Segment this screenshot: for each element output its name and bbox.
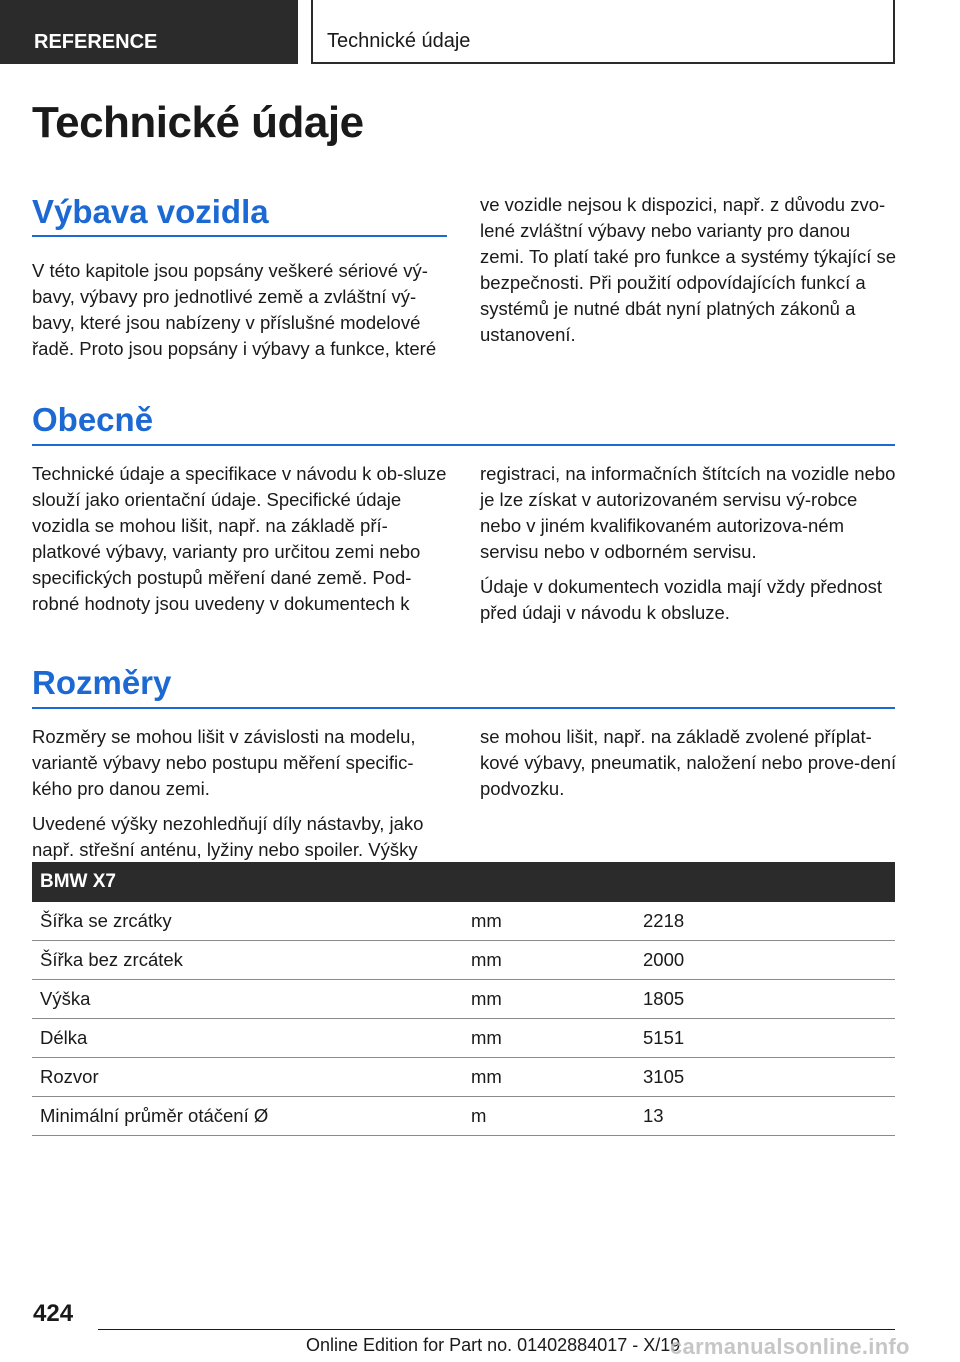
row-unit: m [463,1097,635,1136]
table-row [32,980,895,1019]
section-tab-reference: REFERENCE [0,0,298,64]
section-rule-equipment [32,235,447,237]
row-unit: mm [463,941,635,980]
row-value: 3105 [635,1058,895,1097]
paragraph: registraci, na informačních štítcích na vozidle nebo je lze získat v autorizovaném servisu vý-robce nebo v jiném kvalifikovaném autorizova-ném servisu nebo v odborném servisu. [480,463,896,562]
row-label: Šířka se zrcátky [32,902,463,941]
row-unit: mm [463,1019,635,1058]
equipment-text-left [32,258,452,371]
table-row [32,1097,895,1136]
row-value: 13 [635,1097,895,1136]
footer-divider [98,1329,895,1330]
paragraph: Údaje v dokumentech vozidla mají vždy přednost před údaji v návodu k obsluze. [480,576,883,623]
dimensions-text-right [480,724,898,811]
general-text-left [32,461,452,626]
section-rule-dimensions [32,707,895,709]
paragraph: V této kapitole jsou popsány veškeré sériové vý-bavy, výbavy pro jednotlivé země a zvláštní vý-bavy, které jsou nabízeny v příslušné modelové řadě. Proto jsou popsány i výbavy a funkce, které [32,260,437,359]
row-value: 2218 [635,902,895,941]
row-value: 2000 [635,941,895,980]
row-label: Délka [32,1019,463,1058]
page-number: 424 [33,1300,74,1327]
section-heading-dimensions: Rozměry [32,664,172,701]
row-label: Výška [32,980,463,1019]
row-unit: mm [463,1058,635,1097]
general-text-right [480,461,898,635]
row-value: 1805 [635,980,895,1019]
table-row [32,1058,895,1097]
table-row [32,941,895,980]
row-unit: mm [463,902,635,941]
table-row [32,902,895,941]
dimensions-text-left [32,724,452,872]
watermark[interactable]: carmanualsonline.info [670,1334,910,1359]
equipment-text-right [480,192,898,357]
paragraph: ve vozidle nejsou k dispozici, např. z důvodu zvo-lené zvláštní výbavy nebo varianty pro danou zemi. To platí také pro funkce a systémy týkající se bezpečnosti. Při použití odpovídajících funkcí a systémů je nutné dbát nyní platných zákonů a ustanovení. [480,194,897,345]
footer-edition-text: Online Edition for Part no. 01402884017 - X/19 [306,1335,681,1355]
row-label: Šířka bez zrcátek [32,941,463,980]
paragraph: se mohou lišit, např. na základě zvolené příplat-kové výbavy, pneumatik, naložení nebo prove-dení podvozku. [480,726,897,799]
paragraph: Technické údaje a specifikace v návodu k ob-sluze slouží jako orientační údaje. Specifické údaje vozidla se mohou lišit, např. na základě pří-platkové výbavy, varianty pro určitou zemi nebo specifických postupů měření dané země. Pod-robné hodnoty jsou uvedeny v dokumentech k [32,463,447,614]
row-unit: mm [463,980,635,1019]
section-rule-general [32,444,895,446]
dimensions-table [32,862,895,1136]
table-header-row [32,862,895,902]
section-heading-general: Obecně [32,401,154,438]
row-label: Minimální průměr otáčení Ø [32,1097,463,1136]
row-value: 5151 [635,1019,895,1058]
table-row [32,1019,895,1058]
section-heading-equipment: Výbava vozidla [32,193,269,230]
table-header-model: BMW X7 [32,862,895,902]
page-title: Technické údaje [32,98,364,147]
paragraph: Rozměry se mohou lišit v závislosti na modelu, variantě výbavy nebo postupu měření specific-kého pro danou zemi. [32,726,416,799]
paragraph: Uvedené výšky nezohledňují díly nástavby, jako např. střešní anténu, lyžiny nebo spoiler. Výšky [32,813,424,860]
row-label: Rozvor [32,1058,463,1097]
chapter-tab: Technické údaje [311,0,895,64]
